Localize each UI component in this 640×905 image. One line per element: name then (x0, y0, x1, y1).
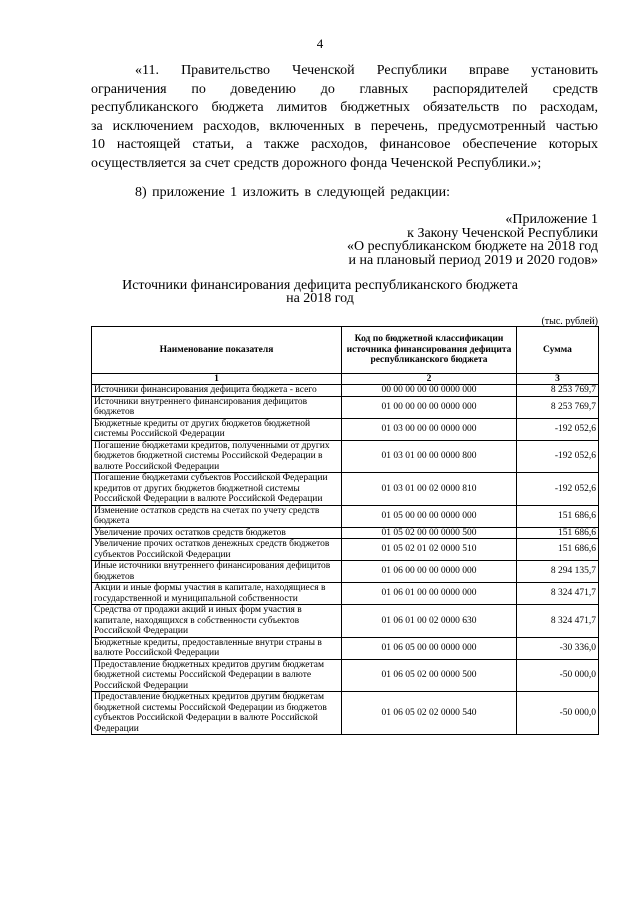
row-sum: -30 336,0 (517, 637, 599, 659)
appendix-line: «О республиканском бюджете на 2018 год (347, 239, 598, 254)
appendix-line: к Закону Чеченской Республики (407, 225, 598, 241)
row-name: Источники финансирования дефицита бюджета - всего (92, 385, 342, 397)
column-number: 2 (342, 374, 517, 385)
row-code: 01 03 01 00 00 0000 800 (342, 440, 517, 473)
amendment-line: осуществляется за счет средств дорожного фонда Чеченской Республики.»; (91, 155, 542, 171)
row-sum: 8 294 135,7 (517, 561, 599, 583)
row-name: Предоставление бюджетных кредитов другим бюджетам бюджетной системы Российской Федерации в валюте Российской Федерации (92, 659, 342, 692)
header-sum: Сумма (517, 327, 599, 374)
amendment-line: республиканского бюджета лимитов бюджетных обязательств по расходам, (91, 100, 598, 115)
title-line: Источники финансирования дефицита республиканского бюджета (122, 278, 518, 293)
item-8-text: 8) приложение 1 изложить в следующей редакции: (135, 185, 450, 200)
row-sum: 8 253 769,7 (517, 396, 599, 418)
row-name: Акции и иные формы участия в капитале, находящиеся в государственной и муниципальной собственности (92, 583, 342, 605)
row-code: 00 00 00 00 00 0000 000 (342, 385, 517, 397)
amendment-line: за исключением расходов, включенных в перечень, предусмотренный частью (91, 118, 598, 134)
table-row (92, 605, 599, 638)
row-name: Иные источники внутреннего финансирования дефицитов бюджетов (92, 561, 342, 583)
row-sum: 151 686,6 (517, 505, 599, 527)
row-code: 01 06 05 02 02 0000 540 (342, 692, 517, 735)
document-title (0, 279, 640, 305)
table-row (92, 385, 599, 397)
page-number: 4 (316, 36, 324, 51)
row-sum: -50 000,0 (517, 692, 599, 735)
row-name: Изменение остатков средств на счетах по учету средств бюджета (92, 505, 342, 527)
row-code: 01 06 01 00 00 0000 000 (342, 583, 517, 605)
row-code: 01 03 01 00 02 0000 810 (342, 473, 517, 506)
column-number: 3 (517, 374, 599, 385)
row-code: 01 03 00 00 00 0000 000 (342, 418, 517, 440)
appendix-heading (347, 213, 598, 267)
row-name: Источники внутреннего финансирования дефицитов бюджетов (92, 396, 342, 418)
table-row (92, 473, 599, 506)
row-code: 01 06 01 00 02 0000 630 (342, 605, 517, 638)
amendment-line: ограничения по доведению до главных распорядителей средств (91, 81, 598, 97)
row-name: Бюджетные кредиты, предоставленные внутри страны в валюте Российской Федерации (92, 637, 342, 659)
column-number: 1 (92, 374, 342, 385)
row-sum: -192 052,6 (517, 440, 599, 473)
header-budget-code: Код по бюджетной классификации источника финансирования дефицита республиканского бюджета (342, 327, 517, 374)
row-sum: -192 052,6 (517, 473, 599, 506)
table-row (92, 527, 599, 539)
table-row (92, 505, 599, 527)
financing-sources-table (91, 326, 599, 735)
row-name: Погашение бюджетами субъектов Российской Федерации кредитов от других бюджетов бюджетной системы Российской Федерации в валюте Российской Федерации (92, 473, 342, 506)
row-name: Увеличение прочих остатков средств бюджетов (92, 527, 342, 539)
row-code: 01 06 05 02 00 0000 500 (342, 659, 517, 692)
row-sum: 8 324 471,7 (517, 583, 599, 605)
table-row (92, 561, 599, 583)
header-indicator-name: Наименование показателя (92, 327, 342, 374)
row-sum: -50 000,0 (517, 659, 599, 692)
row-code: 01 06 00 00 00 0000 000 (342, 561, 517, 583)
amendment-line: «11. Правительство Чеченской Республики вправе установить (135, 63, 598, 78)
row-sum: 151 686,6 (517, 539, 599, 561)
title-line: на 2018 год (286, 291, 354, 306)
amendment-paragraph (91, 62, 598, 173)
table-row (92, 583, 599, 605)
row-code: 01 05 02 01 02 0000 510 (342, 539, 517, 561)
table-row (92, 440, 599, 473)
row-code: 01 06 05 00 00 0000 000 (342, 637, 517, 659)
table-row (92, 659, 599, 692)
row-code: 01 05 00 00 00 0000 000 (342, 505, 517, 527)
table-row (92, 637, 599, 659)
row-sum: 8 253 769,7 (517, 385, 599, 397)
row-name: Увеличение прочих остатков денежных средств бюджетов субъектов Российской Федерации (92, 539, 342, 561)
row-name: Предоставление бюджетных кредитов другим бюджетам бюджетной системы Российской Федерации из бюджетов субъектов Российской Федерации в валюте Российской Федерации (92, 692, 342, 735)
table-row (92, 692, 599, 735)
amendment-line: 10 настоящей статьи, а также расходов, финансовое обеспечение которых (91, 137, 598, 152)
table-row (92, 539, 599, 561)
appendix-line: и на плановый период 2019 и 2020 годов» (348, 252, 598, 268)
table-row (92, 396, 599, 418)
row-code: 01 05 02 00 00 0000 500 (342, 527, 517, 539)
row-sum: 8 324 471,7 (517, 605, 599, 638)
row-name: Бюджетные кредиты от других бюджетов бюджетной системы Российской Федерации (92, 418, 342, 440)
table-row (92, 418, 599, 440)
row-name: Погашение бюджетами кредитов, полученными от других бюджетов бюджетной системы Российской Федерации в валюте Российской Федерации (92, 440, 342, 473)
row-sum: 151 686,6 (517, 527, 599, 539)
row-sum: -192 052,6 (517, 418, 599, 440)
row-code: 01 00 00 00 00 0000 000 (342, 396, 517, 418)
item-8-paragraph (91, 184, 598, 203)
appendix-line: «Приложение 1 (505, 212, 598, 227)
row-name: Средства от продажи акций и иных форм участия в капитале, находящихся в собственности субъектов Российской Федерации (92, 605, 342, 638)
units-label: (тыс. рублей) (541, 316, 598, 327)
